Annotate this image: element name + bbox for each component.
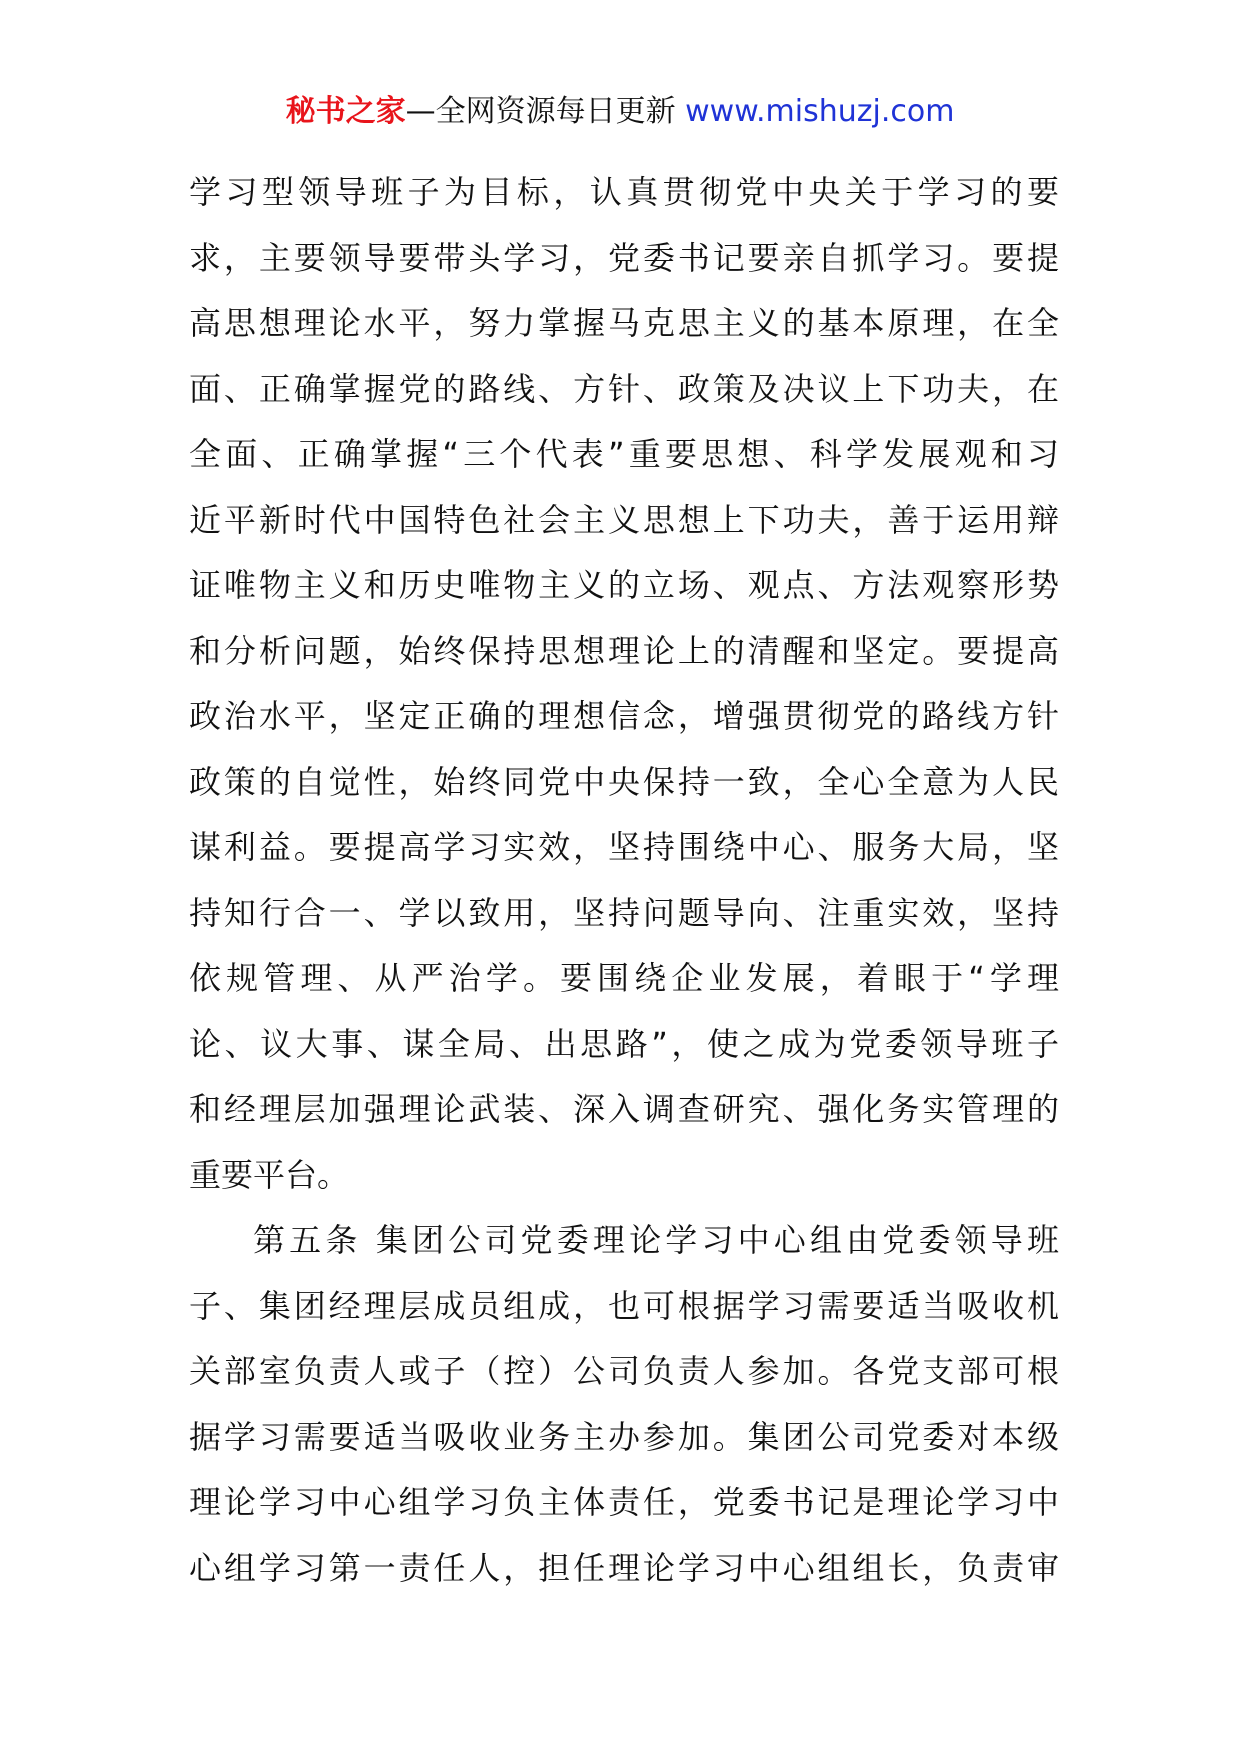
text-line: 理论学习中心组学习负主体责任，党委书记是理论学习中 (189, 1483, 1059, 1521)
site-header (0, 92, 1240, 132)
text-line: 据学习需要适当吸收业务主办参加。集团公司党委对本级 (189, 1417, 1059, 1456)
text-line: 持知行合一、学以致用，坚持问题导向、注重实效，坚持 (189, 893, 1059, 932)
text-line: 心组学习第一责任人，担任理论学习中心组组长，负责审 (189, 1548, 1059, 1587)
brand-name: 秘书之家 (285, 94, 406, 129)
site-url-link[interactable]: www.mishuzj.com (685, 94, 955, 129)
text-line: 关部室负责人或子（控）公司负责人参加。各党支部可根 (189, 1352, 1059, 1390)
document-body (189, 160, 1059, 1601)
text-line: 学习型领导班子为目标，认真贯彻党中央关于学习的要 (189, 173, 1059, 211)
text-line: 面、正确掌握党的路线、方针、政策及决议上下功夫，在 (189, 369, 1059, 408)
text-line: 论、议大事、谋全局、出思路”，使之成为党委领导班子 (189, 1024, 1059, 1063)
article-heading-line: 第五条 集团公司党委理论学习中心组由党委领导班 (253, 1221, 1059, 1259)
text-line: 和分析问题，始终保持思想理论上的清醒和坚定。要提高 (189, 631, 1059, 670)
paragraph-end-line: 重要平台。 (189, 1155, 350, 1194)
text-line: 证唯物主义和历史唯物主义的立场、观点、方法观察形势 (189, 566, 1059, 604)
text-line: 谋利益。要提高学习实效，坚持围绕中心、服务大局，坚 (189, 828, 1059, 866)
text-line: 求，主要领导要带头学习，党委书记要亲自抓学习。要提 (189, 238, 1059, 277)
text-line: 子、集团经理层成员组成，也可根据学习需要适当吸收机 (189, 1286, 1059, 1325)
text-line: 全面、正确掌握“三个代表”重要思想、科学发展观和习 (189, 435, 1059, 473)
text-line: 和经理层加强理论武装、深入调查研究、强化务实管理的 (189, 1090, 1059, 1128)
text-line: 政治水平，坚定正确的理想信念，增强贯彻党的路线方针 (189, 697, 1059, 735)
text-line: 高思想理论水平，努力掌握马克思主义的基本原理，在全 (189, 304, 1059, 342)
text-line: 近平新时代中国特色社会主义思想上下功夫，善于运用辩 (189, 500, 1059, 539)
text-line: 政策的自觉性，始终同党中央保持一致，全心全意为人民 (189, 762, 1059, 801)
header-tagline: —全网资源每日更新 (405, 94, 686, 129)
text-line: 依规管理、从严治学。要围绕企业发展，着眼于“学理 (189, 959, 1059, 997)
